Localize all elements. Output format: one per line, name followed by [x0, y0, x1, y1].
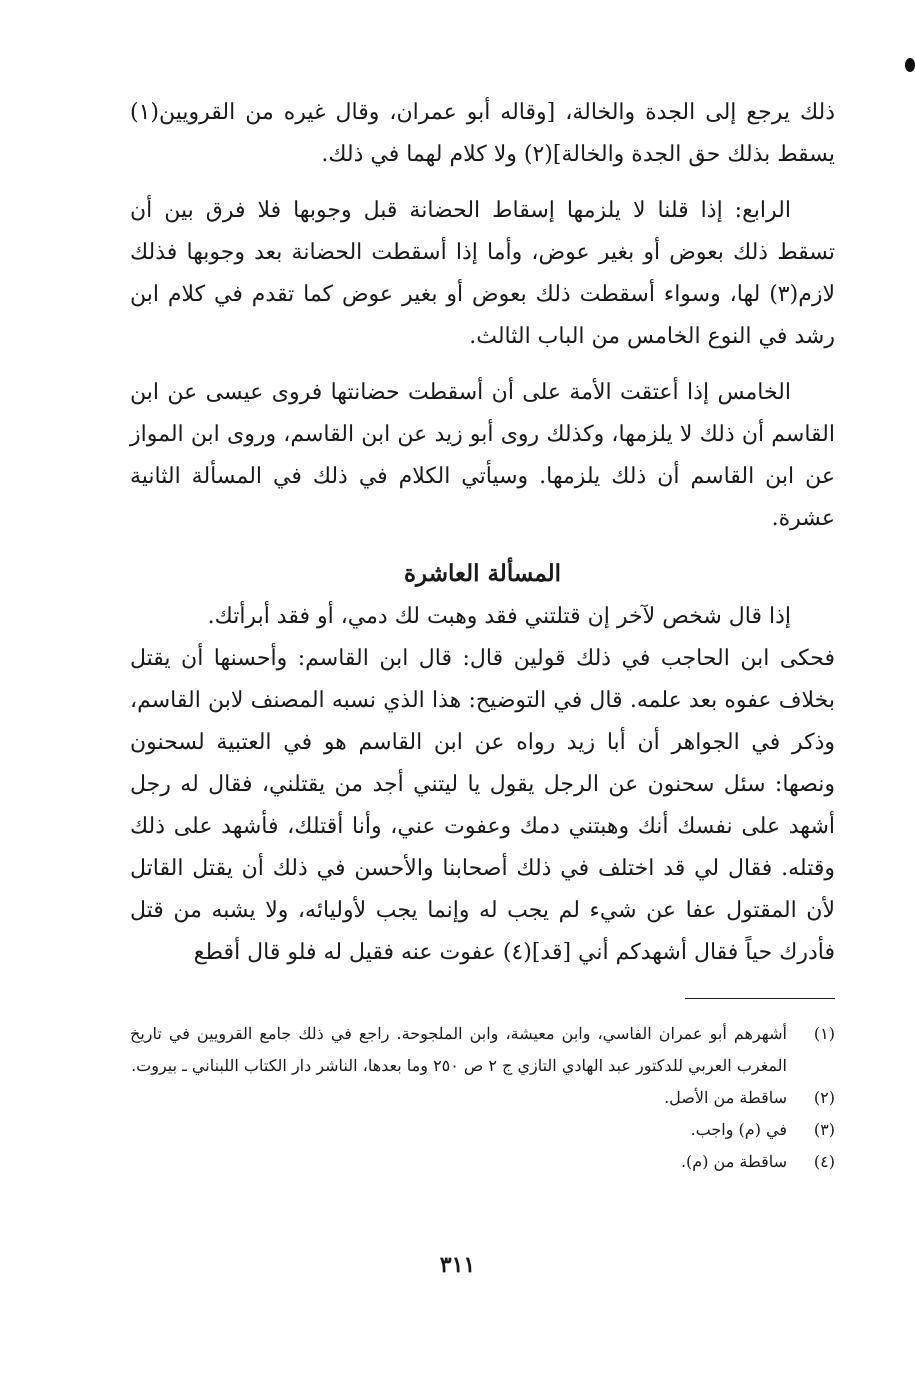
section-heading: المسألة العاشرة — [403, 560, 562, 587]
footnote-text: ساقطة من (م). — [680, 1152, 787, 1171]
footnote-number: (١) — [813, 1024, 835, 1043]
footnote-number: (٤) — [813, 1152, 835, 1171]
paragraph-question: إذا قال شخص لآخر إن قتلتني فقد وهبت لك دمي، أو فقد أبرأتك. — [207, 604, 791, 629]
footnote-item — [130, 1018, 835, 1082]
footnote-text: ساقطة من الأصل. — [664, 1088, 787, 1107]
footnote-number: (٣) — [813, 1120, 835, 1139]
paragraph-fourth: الرابع: إذا قلنا لا يلزمها إسقاط الحضانة قبل وجوبها فلا فرق بين أن تسقط ذلك بعوض أو بغير عوض، وأما إذا أسقطت الحضانة بعد وجوبها فذلك لازم(٣) لها، وسواء أسقطت ذلك بعوض أو بغير عوض كما تقدم في كلام ابن رشد في النوع الخامس من الباب الثالث. — [130, 198, 835, 349]
footnote-item — [130, 1146, 835, 1178]
margin-mark — [905, 58, 915, 72]
footnote-text: أشهرهم أبو عمران الفاسي، وابن معيشة، وابن الملجوحة. راجع في ذلك جامع القرويين في تاريخ المغرب العربي للدكتور عبد الهادي التازي ج ٢ ص ٢٥٠ وما بعدها، الناشر دار الكتاب اللبناني ـ بيروت. — [130, 1024, 787, 1075]
main-text — [130, 92, 835, 988]
paragraph-fifth: الخامس إذا أعتقت الأمة على أن أسقطت حضانتها فروى عيسى عن ابن القاسم أن ذلك لا يلزمها، وكذلك روى أبو زيد عن ابن القاسم، وروى ابن المواز عن ابن القاسم أن ذلك يلزمها. وسيأتي الكلام في ذلك في المسألة الثانية عشرة. — [130, 380, 835, 531]
footnote-number: (٢) — [813, 1088, 835, 1107]
page-number: ٣١١ — [439, 1252, 476, 1278]
paragraph-discussion: فحكى ابن الحاجب في ذلك قولين قال: قال ابن القاسم: وأحسنها أن يقتل بخلاف عفوه بعد علمه. قال في التوضيح: هذا الذي نسبه المصنف لابن القاسم، وذكر في الجواهر أن أبا زيد رواه عن ابن القاسم هو في العتبية لسحنون ونصها: سئل سحنون عن الرجل يقول يا ليتني أجد من يقتلني، فقال له رجل أشهد على نفسك أنك وهبتني دمك وعفوت عني، وأنا أقتلك، فأشهد على ذلك وقتله. فقال لي قد اختلف في ذلك أصحابنا والأحسن في ذلك أن يقتل القاتل لأن المقتول عفا عن شيء لم يجب له وإنما يجب لأوليائه، ولا يشبه من قتل فأدرك حياً فقال أشهدكم أني [قد](٤) عفوت عنه فقيل له فلو قال أقطع — [130, 646, 835, 965]
paragraph-continuation: ذلك يرجع إلى الجدة والخالة، [وقاله أبو عمران، وقال غيره من القرويين(١) يسقط بذلك حق الجدة والخالة](٢) ولا كلام لهما في ذلك. — [130, 100, 835, 167]
footnote-text: في (م) واجب. — [690, 1120, 787, 1139]
footnote-item — [130, 1114, 835, 1146]
footnotes — [130, 1018, 835, 1178]
footnote-item — [130, 1082, 835, 1114]
footnote-divider — [685, 998, 835, 999]
